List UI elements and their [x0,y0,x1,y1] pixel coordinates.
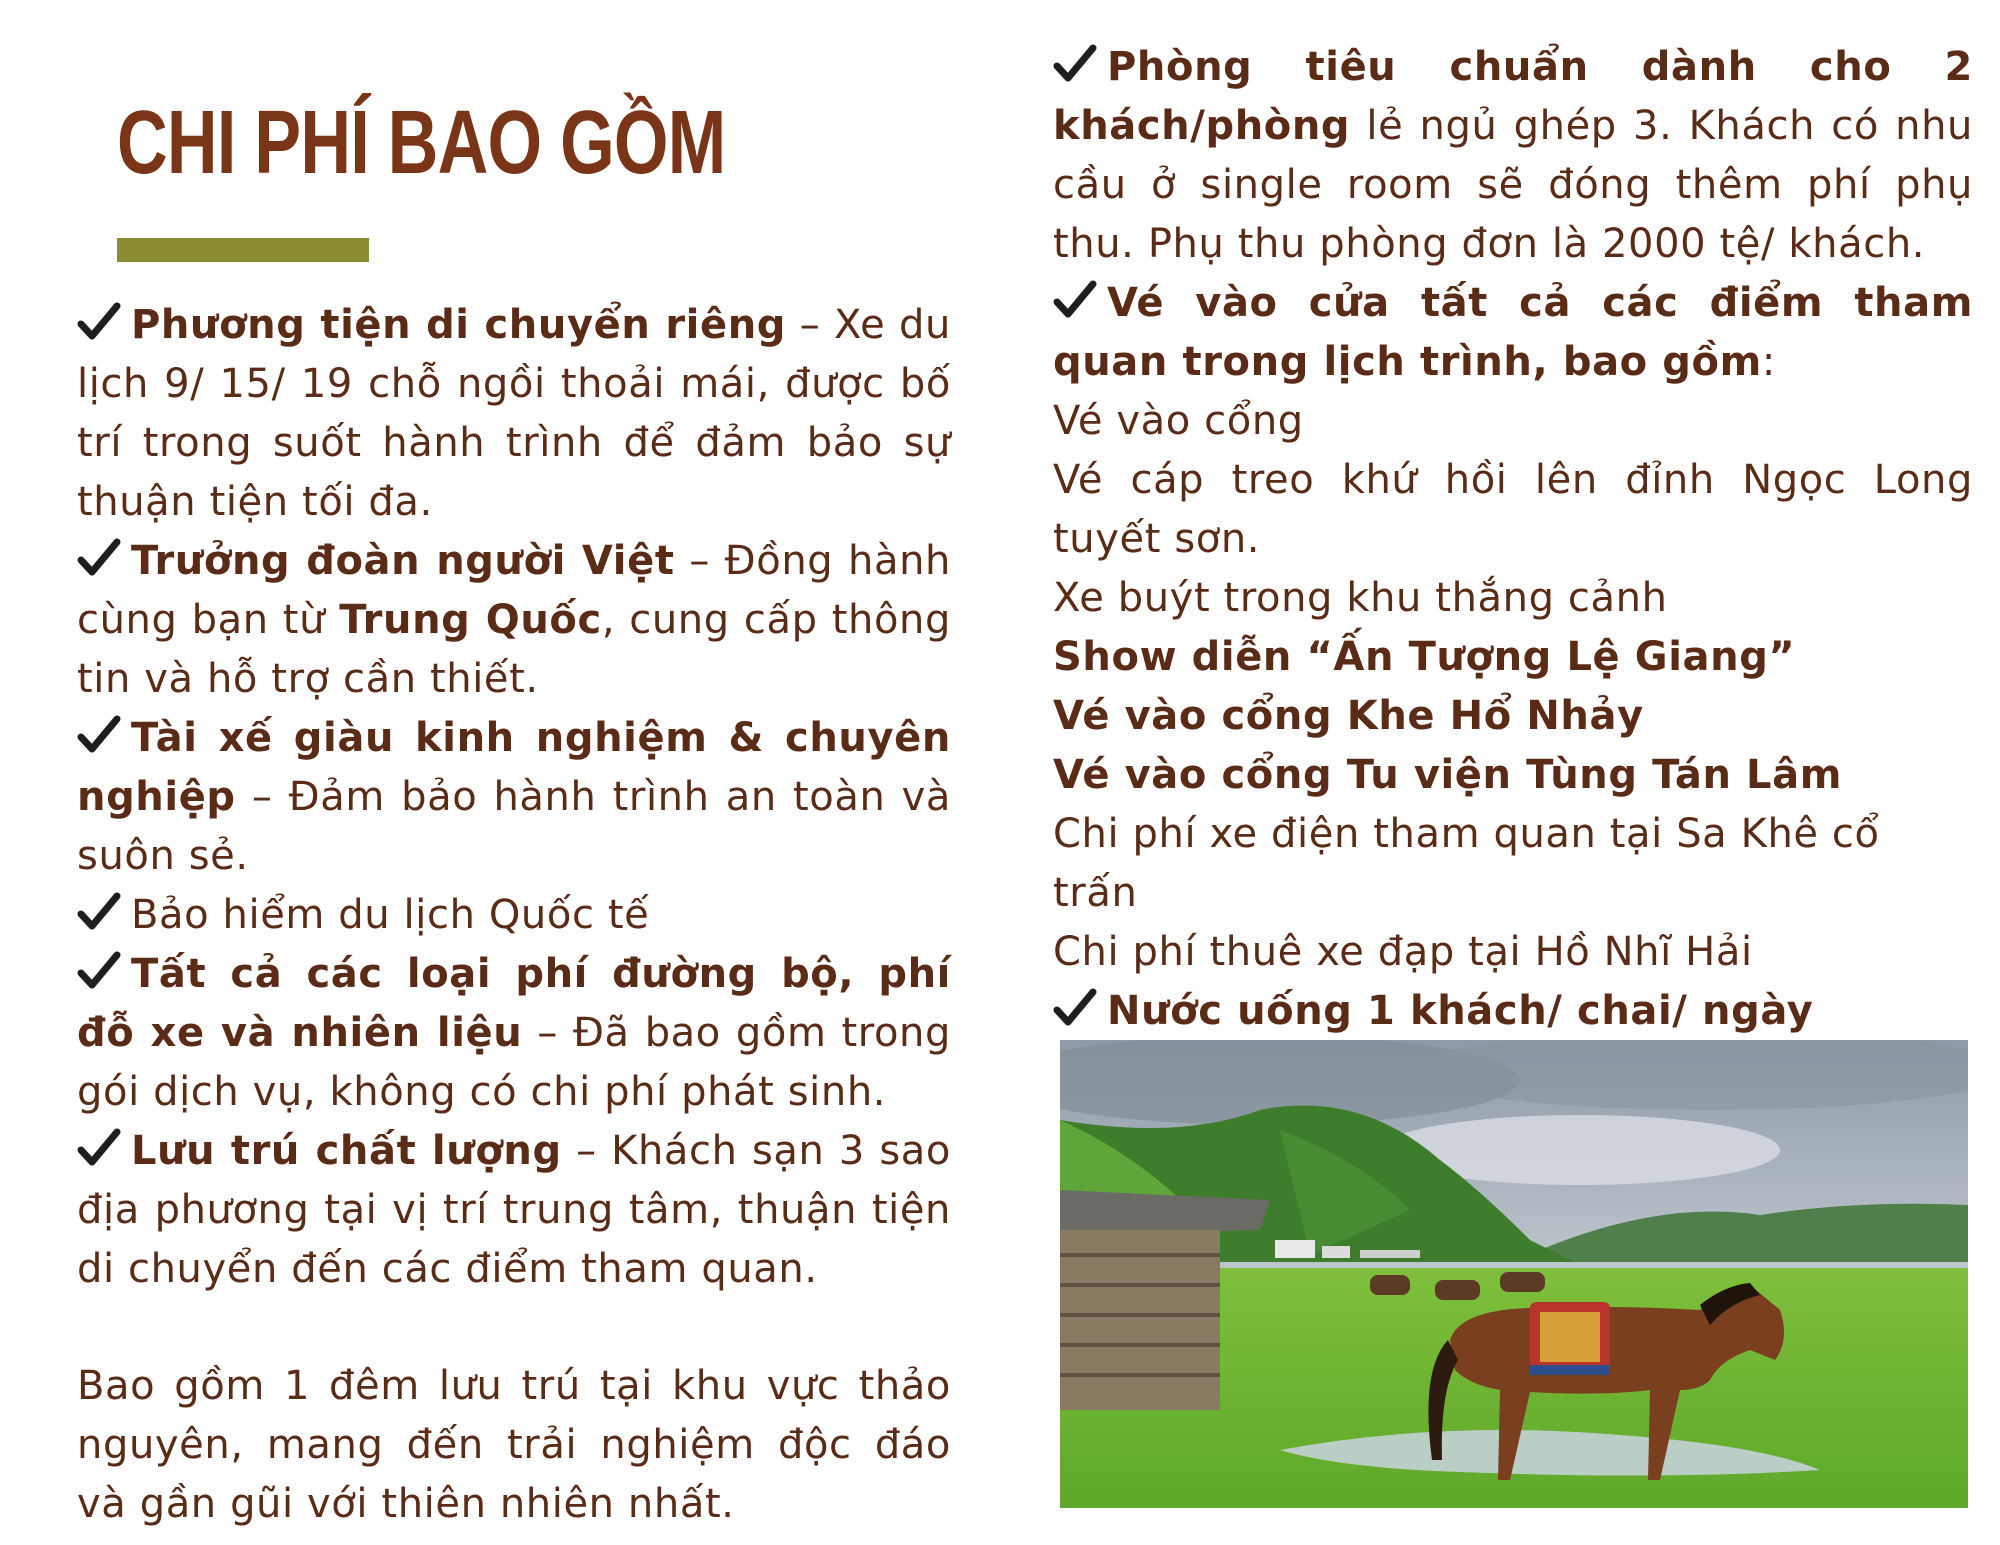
item-emphasis: Trung Quốc [339,597,602,643]
list-item [77,296,951,532]
page-title: CHI PHÍ BAO GỒM [117,93,726,193]
item-desc: – Đã bao gồm trong gói dịch vụ, không có chi phí phát sinh. [77,1010,951,1115]
right-column [1053,38,1973,1041]
list-item [1053,982,1973,1041]
title-underline [117,238,369,262]
item-title: Phương tiện di chuyển riêng [131,302,787,348]
list-item [77,709,951,886]
sub-item: Vé vào cổng [1053,398,1304,444]
check-icon [77,892,121,932]
item-desc: Bảo hiểm du lịch Quốc tế [131,892,650,938]
check-icon [77,538,121,578]
check-icon [1053,988,1097,1028]
item-title: Nước uống 1 khách/ chai/ ngày [1107,988,1814,1034]
item-desc: – Đồng hành cùng bạn từ [77,538,951,643]
item-desc: – Khách sạn 3 sao địa phương tại vị trí trung tâm, thuận tiện di chuyển đến các điểm tham quan. [77,1128,951,1292]
item-title: Phòng tiêu chuẩn dành cho 2 khách/phòng [1053,44,1973,149]
item-title: Vé vào cửa tất cả các điểm tham quan trong lịch trình, bao gồm [1053,280,1973,385]
check-icon [1053,44,1097,84]
item-title: Tài xế giàu kinh nghiệm & chuyên nghiệp [77,715,951,820]
item-title: Trưởng đoàn người Việt [131,538,675,584]
sub-item: Vé vào cổng Tu viện Tùng Tán Lâm [1053,752,1843,798]
list-item [77,886,951,945]
check-icon [77,302,121,342]
item-desc: lẻ ngủ ghép 3. Khách có nhu cầu ở single room sẽ đóng thêm phí phụ thu. Phụ thu phòng đơn là 2000 tệ/ khách. [1053,103,1973,267]
item-title: Tất cả các loại phí đường bộ, phí đỗ xe và nhiên liệu [77,951,951,1056]
item-desc: – Xe du lịch 9/ 15/ 19 chỗ ngồi thoải mái, được bố trí trong suốt hành trình để đảm bảo sự thuận tiện tối đa. [77,302,951,525]
item-desc: : [1761,339,1776,385]
left-column [77,296,951,1534]
check-icon [77,715,121,755]
list-item [1053,274,1973,392]
item-desc: – Đảm bảo hành trình an toàn và suôn sẻ. [77,774,951,879]
sub-item: Chi phí xe điện tham quan tại Sa Khê cổ trấn [1053,811,1880,916]
check-icon [77,951,121,991]
note-paragraph: Bao gồm 1 đêm lưu trú tại khu vực thảo nguyên, mang đến trải nghiệm độc đáo và gần gũi với thiên nhiên nhất. [77,1363,951,1527]
list-item [77,1122,951,1299]
item-desc: , cung cấp thông tin và hỗ trợ cần thiết. [77,597,951,702]
spacer [77,1299,951,1357]
item-title: Lưu trú chất lượng [131,1128,562,1174]
list-item [77,945,951,1122]
grassland-horse-photo [1060,1040,1968,1508]
list-item [77,532,951,709]
sub-item: Show diễn “Ấn Tượng Lệ Giang” [1053,634,1796,680]
sub-item: Xe buýt trong khu thắng cảnh [1053,575,1668,621]
sub-item: Chi phí thuê xe đạp tại Hồ Nhĩ Hải [1053,929,1753,975]
check-icon [77,1128,121,1168]
sub-item: Vé cáp treo khứ hồi lên đỉnh Ngọc Long tuyết sơn. [1053,457,1973,562]
sub-item: Vé vào cổng Khe Hổ Nhảy [1053,693,1644,739]
list-item [1053,38,1973,274]
check-icon [1053,280,1097,320]
